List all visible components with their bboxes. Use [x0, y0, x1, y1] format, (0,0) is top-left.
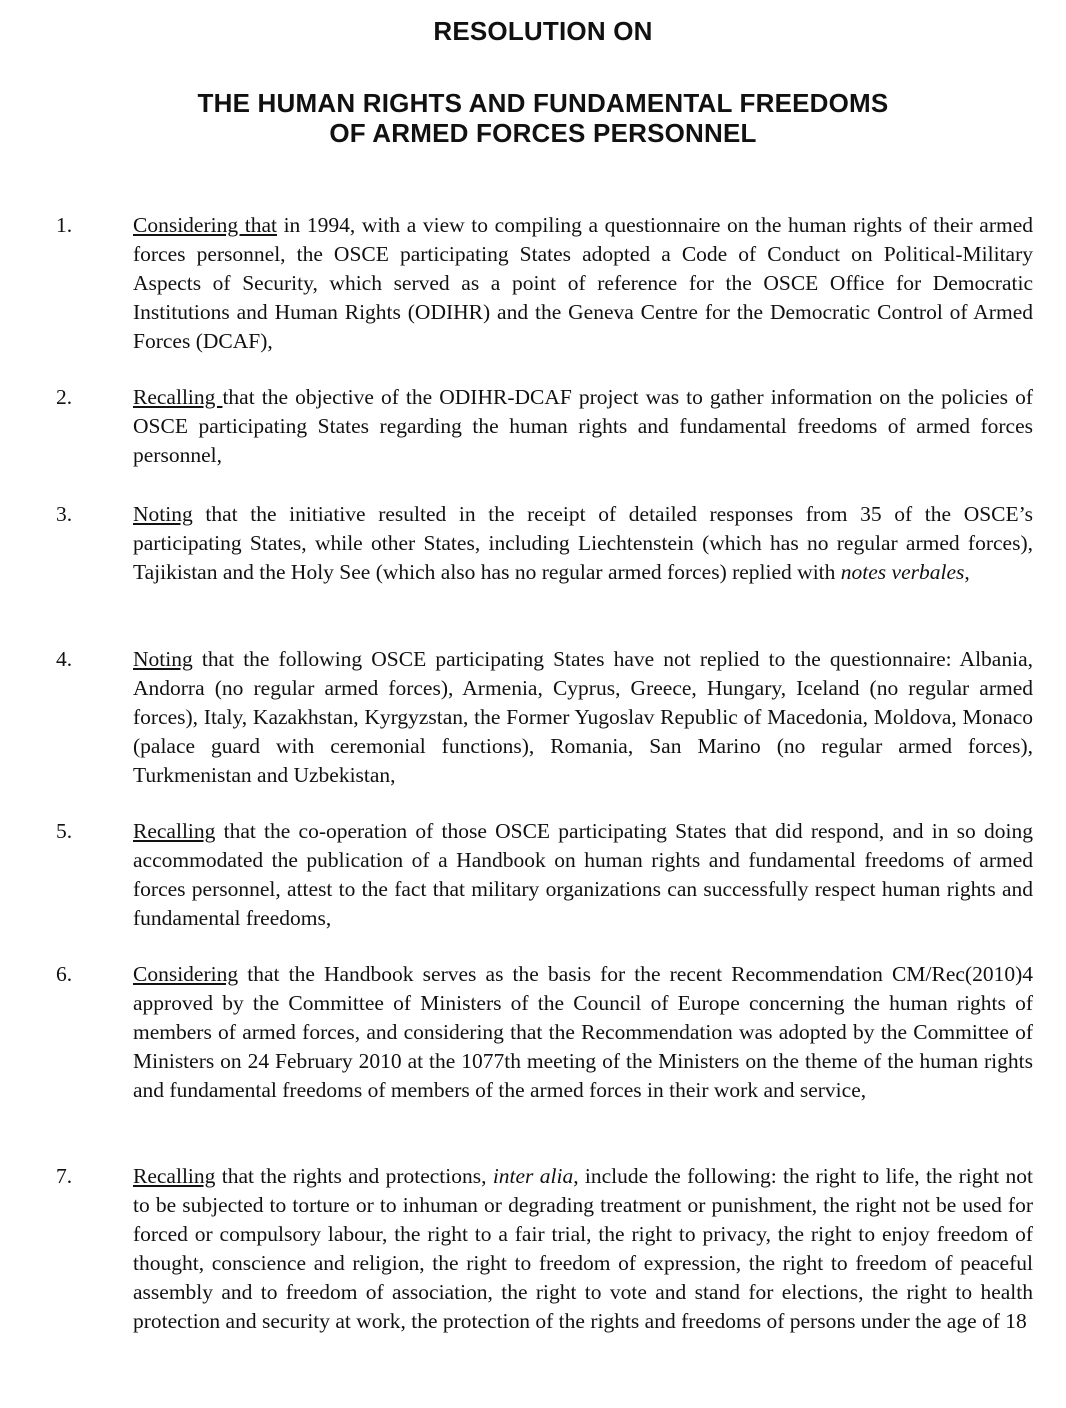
paragraph-body-after: , [964, 560, 970, 584]
document-title-subject [0, 88, 1066, 148]
paragraph-number: 1. [56, 213, 73, 237]
paragraph-text [133, 383, 1033, 470]
paragraph-lead: Noting [133, 502, 193, 526]
paragraph-body: that the initiative resulted in the receipt of detailed responses from 35 of the OSCE’s participating States, while other States, including Liechtenstein (which has no regular armed forces), Tajikistan and the Holy See (which also has no regular armed forces) replied with [133, 502, 1033, 584]
paragraph-text [133, 817, 1033, 933]
paragraph-number: 4. [56, 647, 73, 671]
paragraph-body: that the Handbook serves as the basis for the recent Recommendation CM/Rec(2010)4 approved by the Committee of Ministers of the Council of Europe concerning the human rights of members of armed forces, and considering that the Recommendation was adopted by the Committee of Ministers on 24 February 2010 at the 1077th meeting of the Ministers on the theme of the human rights and fundamental freedoms of members of the armed forces in their work and service, [133, 962, 1033, 1102]
title-line-2: OF ARMED FORCES PERSONNEL [329, 118, 757, 148]
paragraph-body: that the co-operation of those OSCE participating States that did respond, and in so doing accommodated the publication of a Handbook on human rights and fundamental freedoms of armed forces personnel, attest to the fact that military organizations can successfully respect human rights and fundamental freedoms, [133, 819, 1033, 930]
paragraph-text [133, 1162, 1033, 1336]
paragraph-lead: Considering that [133, 213, 277, 237]
paragraph-body: that the objective of the ODIHR-DCAF project was to gather information on the policies of OSCE participating States regarding the human rights and fundamental freedoms of armed forces personnel, [133, 385, 1033, 467]
paragraph-lead: Considering [133, 962, 239, 986]
paragraph-body: in 1994, with a view to compiling a questionnaire on the human rights of their armed forces personnel, the OSCE participating States adopted a Code of Conduct on Political-Military Aspects of Security, which served as a point of reference for the OSCE Office for Democratic Institutions and Human Rights (ODIHR) and the Geneva Centre for the Democratic Control of Armed Forces (DCAF), [133, 213, 1033, 353]
title-line-1: THE HUMAN RIGHTS AND FUNDAMENTAL FREEDOMS [197, 88, 889, 118]
paragraph-number: 7. [56, 1164, 73, 1188]
paragraph-number: 5. [56, 819, 73, 843]
paragraph-text [133, 211, 1033, 356]
paragraph-lead: Recalling [133, 1164, 216, 1188]
paragraph-body: that the rights and protections, [215, 1164, 493, 1188]
paragraph-number: 2. [56, 385, 73, 409]
document-title-heading: RESOLUTION ON [433, 16, 653, 46]
paragraph-lead: Noting [133, 647, 193, 671]
paragraph-italic: inter alia [492, 1164, 574, 1188]
paragraph-lead: Recalling [133, 385, 223, 409]
paragraph-text [133, 960, 1033, 1105]
paragraph-body-after: , include the following: the right to life, the right not to be subjected to torture or to inhuman or degrading treatment or punishment, the right not be used for forced or compulsory labour, the right to a fair trial, the right to privacy, the right to enjoy freedom of thought, conscience and religion, the right to freedom of expression, the right to freedom of peaceful assembly and to freedom of association, the right to vote and stand for elections, the right to health protection and security at work, the protection of the rights and freedoms of persons under the age of 18 [133, 1164, 1033, 1333]
paragraph-number: 6. [56, 962, 73, 986]
paragraph-body: that the following OSCE participating States have not replied to the questionnaire: Albania, Andorra (no regular armed forces), Armenia, Cyprus, Greece, Hungary, Iceland (no regular armed forces), Italy, Kazakhstan, Kyrgyzstan, the Former Yugoslav Republic of Macedonia, Moldova, Monaco (palace guard with ceremonial functions), Romania, San Marino (no regular armed forces), Turkmenistan and Uzbekistan, [133, 647, 1033, 787]
paragraph-text [133, 500, 1033, 587]
paragraph-lead: Recalling [133, 819, 216, 843]
paragraph-text [133, 645, 1033, 790]
paragraph-number: 3. [56, 502, 73, 526]
paragraph-italic: notes verbales [840, 560, 965, 584]
